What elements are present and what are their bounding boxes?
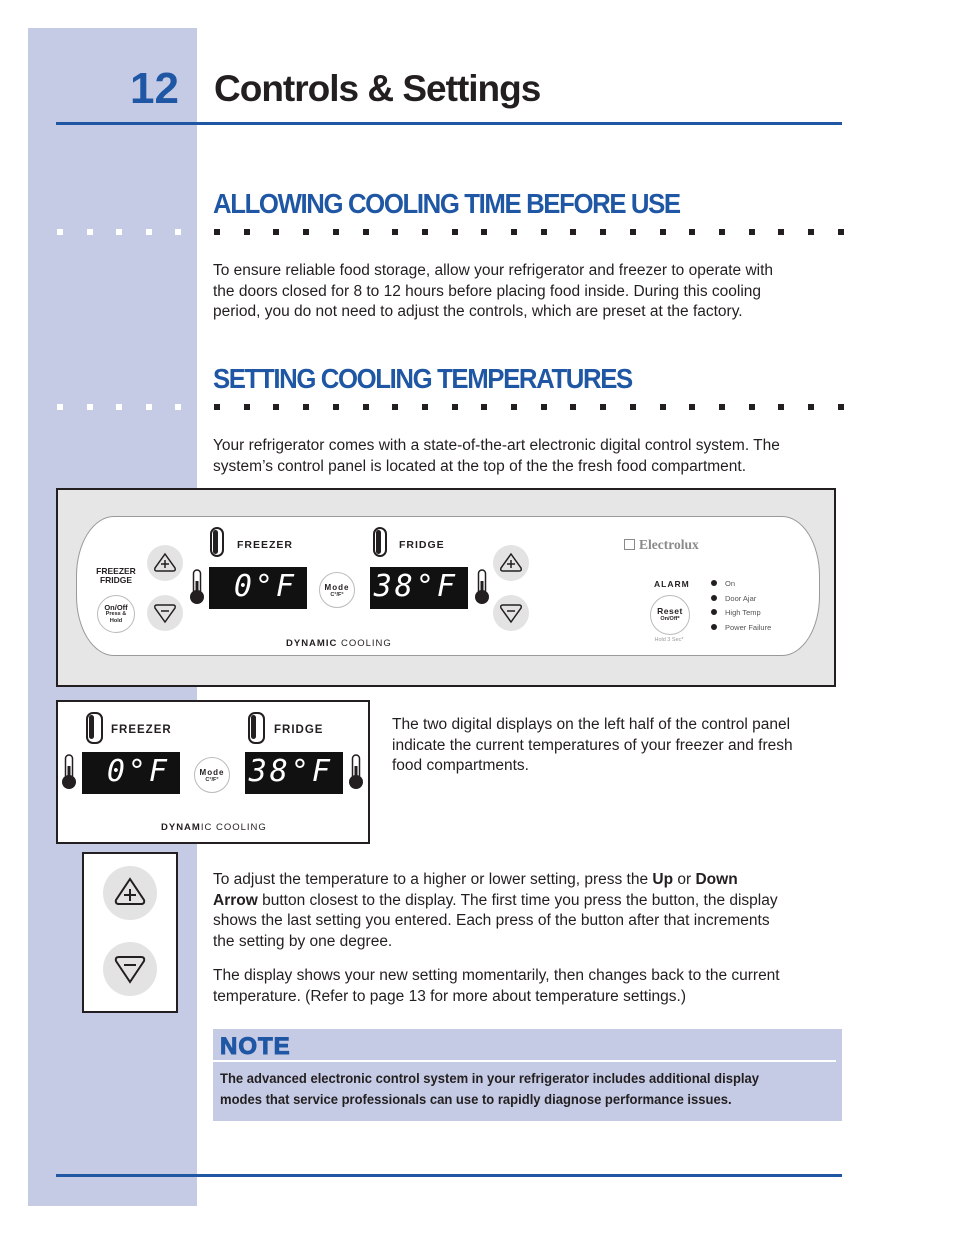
fridge-label: FRIDGE <box>274 724 324 736</box>
indicator-row: High Temp <box>711 608 771 623</box>
text-line: system’s control panel is located at the top of the the fresh food compartment. <box>213 457 747 475</box>
divider-dot <box>87 229 93 235</box>
divider-dot <box>244 229 250 235</box>
fridge-down-arrow-button[interactable] <box>493 595 529 631</box>
page-title: Controls & Settings <box>214 68 541 109</box>
divider-dot <box>303 404 309 410</box>
header-rule <box>56 122 842 125</box>
divider-dot <box>630 229 636 235</box>
divider-dot <box>422 404 428 410</box>
divider-dot <box>146 404 152 410</box>
divider-dot <box>660 229 666 235</box>
displays-paragraph <box>392 715 793 777</box>
fridge-display: 38°F <box>245 752 343 794</box>
divider-dot <box>303 229 309 235</box>
divider-dot <box>214 229 220 235</box>
page-number: 12 <box>130 64 179 113</box>
text-line: The display shows your new setting momentarily, then changes back to the current <box>213 967 780 984</box>
freezer-down-arrow-button[interactable] <box>147 595 183 631</box>
brand-logo: Electrolux <box>624 537 699 553</box>
text-line: period, you do not need to adjust the controls, which are preset at the factory. <box>213 303 743 320</box>
fridge-label: FRIDGE <box>399 539 445 551</box>
divider-dot <box>719 404 725 410</box>
up-arrow-icon <box>103 866 157 920</box>
divider-dot <box>273 229 279 235</box>
divider-dot <box>719 229 725 235</box>
indicator-row: On <box>711 579 771 594</box>
freezer-label: FREEZER <box>237 539 294 551</box>
divider-dot <box>481 229 487 235</box>
divider-dot <box>333 404 339 410</box>
divider-dot <box>175 229 181 235</box>
fridge-thermometer-icon <box>348 754 364 790</box>
text-line: temperature. (Refer to page 13 for more about temperature settings.) <box>213 987 686 1005</box>
divider-dot <box>57 404 63 410</box>
divider-dot <box>570 229 576 235</box>
adjust-paragraph-1 <box>213 870 778 952</box>
divider-dot <box>600 229 606 235</box>
mode-button[interactable]: Mode C°/F° <box>194 757 230 793</box>
divider-dot <box>116 229 122 235</box>
freezer-display: 0°F <box>209 567 307 609</box>
adjust-paragraph-2 <box>213 966 780 1007</box>
freezer-up-arrow-button[interactable] <box>147 545 183 581</box>
text-line: indicate the current temperatures of your freezer and fresh <box>392 736 793 754</box>
text-line: Your refrigerator comes with a state-of-the-art electronic digital control system. The <box>213 437 780 454</box>
led-indicator-icon <box>711 624 717 630</box>
indicator-row: Door Ajar <box>711 594 771 609</box>
down-arrow-icon <box>103 942 157 996</box>
cooling-time-paragraph <box>213 261 773 323</box>
freezer-indicator-icon <box>86 712 103 744</box>
divider-dot <box>363 404 369 410</box>
divider-dot <box>511 229 517 235</box>
divider-dot <box>808 229 814 235</box>
divider-dot <box>452 229 458 235</box>
note-divider <box>213 1060 836 1062</box>
fridge-indicator-icon <box>248 712 265 744</box>
up-arrow-button[interactable] <box>103 866 157 920</box>
electrolux-logo-icon <box>624 539 635 550</box>
display-panel-closeup <box>56 700 370 844</box>
divider-dot <box>116 404 122 410</box>
footer-rule <box>56 1174 842 1177</box>
down-arrow-button[interactable] <box>103 942 157 996</box>
divider-dot <box>600 404 606 410</box>
text-line: shows the last setting you entered. Each press of the button after that increments <box>213 912 770 929</box>
setting-temps-paragraph <box>213 436 780 477</box>
led-indicator-icon <box>711 595 717 601</box>
freezer-fridge-label: FREEZER FRIDGE <box>96 566 136 585</box>
note-title: NOTE <box>220 1033 291 1060</box>
divider-dot <box>392 404 398 410</box>
text-line: Arrow button closest to the display. The first time you press the button, the display <box>213 891 778 909</box>
divider-dot <box>838 404 844 410</box>
dotted-divider <box>56 404 846 410</box>
divider-dot <box>749 229 755 235</box>
dotted-divider <box>56 229 846 235</box>
freezer-thermometer-icon <box>189 569 205 605</box>
divider-dot <box>273 404 279 410</box>
divider-dot <box>630 404 636 410</box>
text-line: food compartments. <box>392 757 529 774</box>
freezer-thermometer-icon <box>61 754 77 790</box>
divider-dot <box>57 229 63 235</box>
hold-text: Hold 3 Sec* <box>654 637 684 643</box>
section-heading-setting-temps: SETTING COOLING TEMPERATURES <box>213 363 632 394</box>
divider-dot <box>749 404 755 410</box>
divider-dot <box>660 404 666 410</box>
freezer-indicator-icon <box>210 527 224 557</box>
down-arrow-icon <box>147 595 183 631</box>
fridge-up-arrow-button[interactable] <box>493 545 529 581</box>
text-line: To ensure reliable food storage, allow your refrigerator and freezer to operate with <box>213 262 774 279</box>
fridge-indicator-icon <box>373 527 387 557</box>
arrow-buttons-closeup <box>82 852 178 1013</box>
text-line: the doors closed for 8 to 12 hours before placing food inside. During this cooling <box>213 282 762 300</box>
section-heading-cooling-time: ALLOWING COOLING TIME BEFORE USE <box>213 188 680 219</box>
note-text: The advanced electronic control system in your refrigerator includes additional display modes that service professionals can use to rapidly diagnose performance issues. <box>220 1070 760 1107</box>
divider-dot <box>838 229 844 235</box>
control-panel-face <box>76 516 820 656</box>
divider-dot <box>422 229 428 235</box>
divider-dot <box>363 229 369 235</box>
divider-dot <box>481 404 487 410</box>
divider-dot <box>511 404 517 410</box>
divider-dot <box>689 404 695 410</box>
divider-dot <box>244 404 250 410</box>
divider-dot <box>146 229 152 235</box>
divider-dot <box>333 229 339 235</box>
mode-button[interactable]: Mode C°/F° <box>319 572 355 608</box>
control-panel-illustration <box>56 488 836 687</box>
alarm-indicator-list <box>711 579 771 637</box>
divider-dot <box>87 404 93 410</box>
divider-dot <box>778 404 784 410</box>
divider-dot <box>689 229 695 235</box>
indicator-row: Power Failure <box>711 623 771 638</box>
up-arrow-icon <box>147 545 183 581</box>
freezer-display: 0°F <box>82 752 180 794</box>
fridge-display: 38°F <box>370 567 468 609</box>
divider-dot <box>214 404 220 410</box>
divider-dot <box>452 404 458 410</box>
note-box <box>213 1029 842 1121</box>
reset-button[interactable]: Reset On/Off* <box>650 595 690 635</box>
text-line: the setting by one degree. <box>213 932 393 950</box>
divider-dot <box>778 229 784 235</box>
down-arrow-icon <box>493 595 529 631</box>
divider-dot <box>392 229 398 235</box>
led-indicator-icon <box>711 609 717 615</box>
onoff-button[interactable]: On/Off Press & Hold <box>97 595 135 633</box>
divider-dot <box>541 404 547 410</box>
led-indicator-icon <box>711 580 717 586</box>
divider-dot <box>175 404 181 410</box>
divider-dot <box>541 229 547 235</box>
text-line: To adjust the temperature to a higher or lower setting, press the Up or Down <box>213 871 738 888</box>
divider-dot <box>808 404 814 410</box>
up-arrow-icon <box>493 545 529 581</box>
divider-dot <box>570 404 576 410</box>
freezer-label: FREEZER <box>111 724 172 736</box>
dynamic-cooling-label: DYNAMIC COOLING <box>286 638 392 649</box>
dynamic-cooling-label: DYNAMIC COOLING <box>161 822 267 833</box>
text-line: The two digital displays on the left half of the control panel <box>392 716 791 733</box>
alarm-label: ALARM <box>654 579 690 589</box>
fridge-thermometer-icon <box>474 569 490 605</box>
